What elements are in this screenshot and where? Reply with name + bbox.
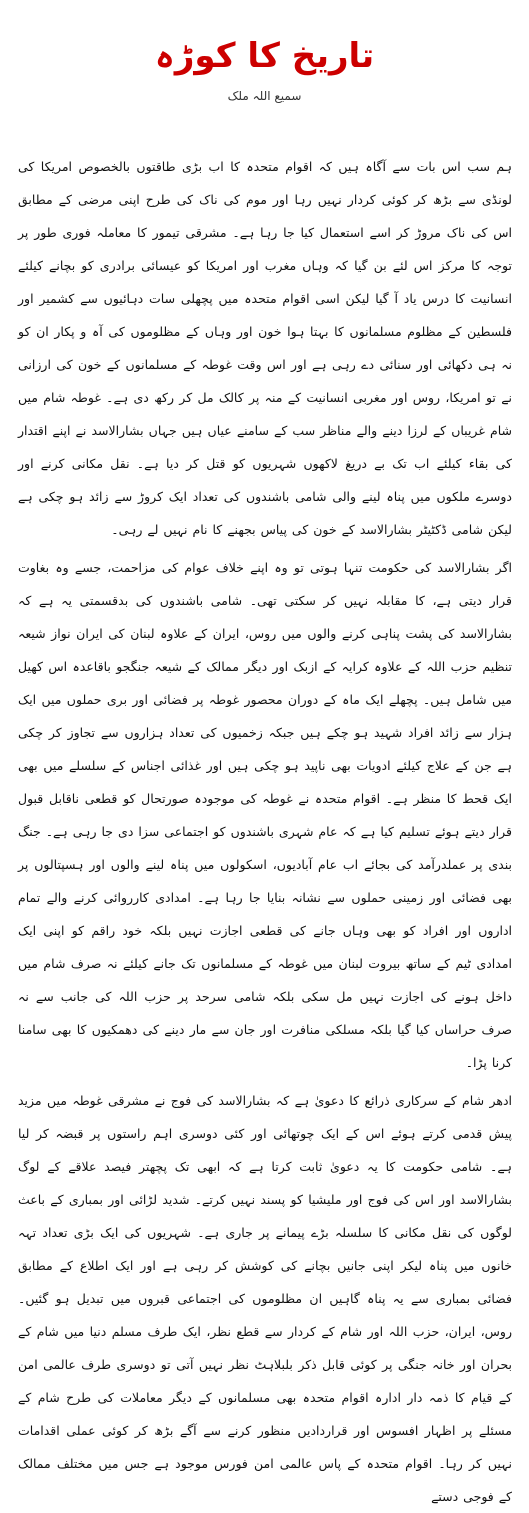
article-paragraph-1: ہم سب اس بات سے آگاہ ہیں کہ اقوام متحدہ کا اب بڑی طاقتوں بالخصوص امریکا کی لونڈی سے بڑھ کر کوئی کردار نہیں رہا اور موم کی ناک کی طرح اپنی مرضی کے مطابق اس کی ناک مروڑ کر اسے استعمال کیا جا رہا ہے۔ مشرقی تیمور کا معاملہ فوری طور پر توجہ کا مرکز اس لئے بن گیا کہ وہاں مغرب اور امریکا کو عیسائی برادری کو بچانے کیلئے انسانیت کا درس یاد آ گیا لیکن اسی اقوام متحدہ میں پچھلی سات دہائیوں سے کشمیر اور فلسطین کے مظلوم مسلمانوں کا بہتا ہوا خون اور وہاں کے مظلوموں کی آہ و پکار ان کو نہ ہی دکھائی اور سنائی دے رہی ہے اور اس وقت غوطہ کے مسلمانوں کے خون کی ارزانی نے تو امریکا، روس اور مغربی انسانیت کے منہ پر کالک مل کر رکھ دی ہے۔ غوطہ شام میں شام غریباں کے لرزا دینے والے مناظر سب کے سامنے عیاں ہیں جہاں بشارالاسد نے اپنے اقتدار کی بقاء کیلئے اب تک بے دریغ لاکھوں شہریوں کو قتل کر دیا ہے۔ نقل مکانی کرنے اور دوسرے ملکوں میں پناہ لینے والی شامی باشندوں کی تعداد ایک کروڑ سے زائد ہو چکی ہے لیکن شامی ڈکٹیٹر بشارالاسد کے خون کی پیاس بجھنے کا نام نہیں لے رہی۔ <box>18 159 512 537</box>
article-paragraph-2: اگر بشارالاسد کی حکومت تنہا ہوتی تو وہ اپنے خلاف عوام کی مزاحمت، جسے وہ بغاوت قرار دیتی ہے، کا مقابلہ نہیں کر سکتی تھی۔ شامی باشندوں کی بدقسمتی یہ ہے کہ بشارالاسد کی پشت پناہی کرنے والوں میں روس، ایران کے علاوہ لبنان کی ایران نواز شیعہ تنظیم حزب اللہ کے علاوہ کرایہ کے ازبک اور دیگر ممالک کے شیعہ جنگجو باقاعدہ اس کھیل میں شامل ہیں۔ پچھلے ایک ماہ کے دوران محصور غوطہ پر فضائی اور بری حملوں میں ایک ہزار سے زائد افراد شہید ہو چکے ہیں جبکہ زخمیوں کی تعداد ہزاروں سے تجاوز کر چکی ہے جن کے علاج کیلئے ادویات بھی ناپید ہو چکی ہیں اور غذائی اجناس کے سلسلے میں بھی ایک قحط کا منظر ہے۔ اقوام متحدہ نے غوطہ کی موجودہ صورتحال کو قطعی ناقابل قبول قرار دیتے ہوئے تسلیم کیا ہے کہ عام شہری باشندوں کو اجتماعی سزا دی جا رہی ہے۔ جنگ بندی پر عملدرآمد کی بجائے اب عام آبادیوں، اسکولوں میں پناہ لینے والوں اور ہسپتالوں پر بھی فضائی اور زمینی حملوں سے نشانہ بنایا جا رہا ہے۔ امدادی کارروائی کرنے والے تمام اداروں اور افراد کو بھی وہاں جانے کی قطعی اجازت نہیں بلکہ خود راقم کو اپنی ایک امدادی ٹیم کے ساتھ بیروت لبنان میں غوطہ کے مسلمانوں تک جانے کیلئے نہ صرف شام میں داخل ہونے کی اجازت نہیں مل سکی بلکہ شامی سرحد پر حزب اللہ کی جانب سے نہ صرف حراساں کیا گیا بلکہ مسلکی منافرت اور جان سے مار دینے کی دھمکیوں کا بھی سامنا کرنا پڑا۔ <box>18 560 512 1070</box>
article-body <box>18 150 512 1504</box>
author-byline: سمیع اللہ ملک <box>227 89 302 103</box>
article-title: تاریخ کا کوڑہ <box>154 36 375 76</box>
article-paragraph-3: ادھر شام کے سرکاری ذرائع کا دعویٰ ہے کہ بشارالاسد کی فوج نے مشرقی غوطہ میں مزید پیش قدمی کرتے ہوئے اس کے ایک چوتھائی اور کئی دوسری اہم راستوں پر قبضہ کر لیا ہے۔ شامی حکومت کا یہ دعویٰ ثابت کرتا ہے کہ ابھی تک پچھتر فیصد علاقے کے لوگ بشارالاسد اور اس کی فوج اور ملیشیا کو پسند نہیں کرتے۔ شدید لڑائی اور بمباری کے باعث لوگوں کی نقل مکانی کا سلسلہ بڑے پیمانے پر جاری ہے۔ شہریوں کی ایک بڑی تعداد تہہ خانوں میں پناہ لیکر اپنی جانیں بچانے کی کوشش کر رہی ہے اور ایک اطلاع کے مطابق فضائی بمباری سے یہ پناہ گاہیں ان مظلوموں کی اجتماعی قبروں میں تبدیل ہو گئیں۔ روس، ایران، حزب اللہ اور شام کے کردار سے قطع نظر، ایک طرف مسلم دنیا میں شام کے بحران اور خانہ جنگی پر کوئی قابل ذکر بلبلاہٹ نظر نہیں آتی تو دوسری طرف عالمی امن کے قیام کا ذمہ دار ادارہ اقوام متحدہ بھی مسلمانوں کے دیگر معاملات کی طرح شام کے مسئلے پر اظہار افسوس اور قراردادیں منظور کرنے سے آگے بڑھ کر کوئی عملی اقدامات نہیں کر رہا۔ اقوام متحدہ کے پاس عالمی امن فورس موجود ہے جس میں مختلف ممالک کے فوجی دستے <box>18 1093 512 1504</box>
